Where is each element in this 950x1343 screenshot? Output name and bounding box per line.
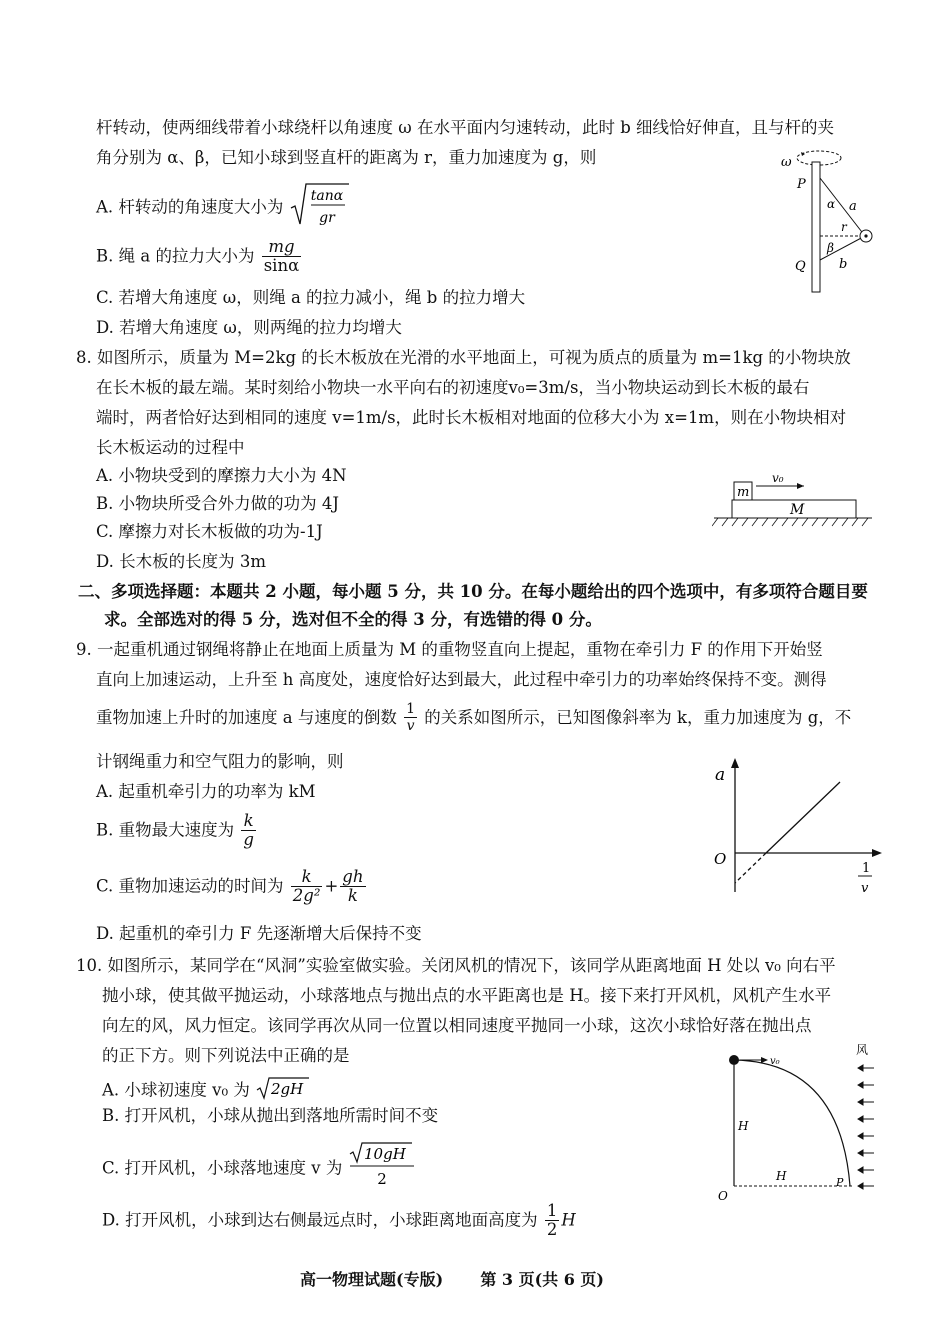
q7-b-numerator: mg — [262, 238, 302, 257]
y-axis-arrow-icon — [731, 758, 739, 768]
x-axis-label-numerator: 1 — [862, 861, 871, 876]
trajectory-curve — [734, 1060, 850, 1186]
q7-option-c: C. 若增大角速度 ω，则绳 a 的拉力减小，绳 b 的拉力增大 — [96, 288, 526, 307]
point-p-label: P — [797, 177, 806, 192]
horizontal-distance-label: H — [776, 1169, 787, 1183]
y-axis-label: a — [715, 765, 726, 785]
q7-option-b — [96, 238, 303, 276]
graph-line — [766, 782, 840, 853]
q10-c-radicand: 10gH — [363, 1145, 406, 1163]
sqrt-expression — [289, 182, 351, 234]
q10-option-d — [102, 1202, 576, 1240]
q10-d-numerator: 1 — [546, 1201, 558, 1220]
q10-option-c-label: C. 打开风机，小球落地速度 v 为 — [102, 1158, 343, 1178]
q9-option-c-label: C. 重物加速运动的时间为 — [96, 876, 284, 896]
q7-a-numerator: tanα — [310, 188, 343, 204]
q7-option-a — [96, 182, 351, 234]
fraction — [241, 812, 256, 850]
wind-arrows — [858, 1065, 874, 1189]
fraction — [545, 1202, 560, 1240]
q9-stem-line-3 — [96, 702, 851, 734]
origin-label: O — [718, 1189, 728, 1203]
q10-option-a — [102, 1076, 311, 1106]
x-axis-label-denominator: v — [861, 881, 869, 896]
q8-option-d: D. 长木板的长度为 3m — [96, 552, 267, 571]
origin-label: O — [714, 850, 727, 868]
alpha-label: α — [827, 197, 836, 211]
section2-heading-line-2: 求。全部选对的得 5 分，选对但不全的得 3 分，有选错的得 0 分。 — [104, 610, 602, 629]
q10-option-c — [102, 1142, 416, 1196]
fraction — [262, 238, 302, 276]
q10-option-d-label: D. 打开风机，小球到达右侧最远点时，小球距离地面高度为 — [102, 1210, 538, 1230]
q10-stem-line-4: 的正下方。则下列说法中正确的是 — [102, 1046, 350, 1065]
q7-option-a-label: A. 杆转动的角速度大小为 — [96, 197, 284, 217]
q10-stem-line-2: 抛小球，使其做平抛运动，小球落地点与抛出点的水平距离也是 H。接下来打开风机，风机产生水平 — [102, 986, 832, 1005]
q10-a-radicand: 2gH — [271, 1080, 304, 1098]
q9-c-numerator-1: k — [291, 868, 323, 887]
velocity-label: v₀ — [772, 471, 784, 485]
q9-c-denominator-2: k — [347, 886, 358, 906]
height-label: H — [738, 1119, 749, 1133]
landing-point-label: P — [836, 1176, 844, 1189]
q10-option-b: B. 打开风机，小球从抛出到落地所需时间不变 — [102, 1106, 439, 1125]
q8-option-b: B. 小物块所受合外力做的功为 4J — [96, 494, 339, 513]
wind-label: 风 — [856, 1043, 869, 1057]
q9-option-a: A. 起重机牵引力的功率为 kM — [96, 782, 316, 801]
q9-c-denominator-1: 2g² — [292, 886, 321, 906]
q7-stem-line-1: 杆转动，使两细线带着小球绕杆以角速度 ω 在水平面内匀速转动，此时 b 细线恰好伸直，且与杆的夹 — [96, 118, 834, 137]
q10-stem-line-1: 10. 如图所示，某同学在“风洞”实验室做实验。关闭风机的情况下，该同学从距离地面 H 处以 v₀ 向右平 — [76, 956, 836, 975]
point-q-label: Q — [795, 259, 806, 274]
vertical-rod — [812, 162, 820, 292]
radical-sign — [289, 182, 351, 228]
initial-velocity-label: v₀ — [770, 1056, 780, 1067]
sqrt-fraction-expression — [348, 1142, 416, 1196]
small-block-label: m — [737, 485, 750, 500]
x-axis-arrow-icon — [872, 849, 882, 857]
q9-c-numerator-2: gh — [342, 867, 364, 886]
q8-block-board-diagram — [712, 470, 882, 530]
q9-b-denominator: g — [243, 830, 254, 850]
fraction — [340, 868, 365, 906]
radical-fraction — [348, 1142, 416, 1190]
q8-stem-line-2: 在长木板的最左端。某时刻给小物块一水平向右的初速度v₀=3m/s，当小物块运动到长木板的最右 — [96, 378, 810, 397]
sqrt-expression — [255, 1076, 311, 1106]
footer-page-number: 第 3 页(共 6 页) — [480, 1270, 605, 1289]
fraction — [291, 868, 323, 906]
beta-label: β — [827, 241, 834, 255]
q7-stem-line-2: 角分别为 α、β，已知小球到竖直杆的距离为 r，重力加速度为 g，则 — [96, 148, 597, 167]
q8-stem-line-1: 8. 如图所示，质量为 M=2kg 的长木板放在光滑的水平地面上，可视为质点的质量为 m=1kg 的小物块放 — [76, 348, 851, 367]
r-label: r — [841, 220, 847, 234]
q7-rotating-rod-diagram — [775, 148, 885, 298]
q8-stem-line-3: 端时，两者恰好达到相同的速度 v=1m/s，此时长木板相对地面的位移大小为 x=1m，则在小物块相对 — [96, 408, 847, 427]
ground-hatching — [712, 518, 868, 526]
fraction — [404, 702, 417, 734]
q9-stem-line-2: 直向上加速运动，上升至 h 高度处，速度恰好达到最大，此过程中牵引力的功率始终保持不变。测得 — [96, 670, 827, 689]
arrow-head-icon — [761, 1057, 768, 1063]
q8-option-c: C. 摩擦力对长木板做的功为-1J — [96, 522, 323, 541]
q8-stem-line-4: 长木板运动的过程中 — [96, 438, 245, 457]
string-b-label: b — [839, 257, 848, 272]
graph-extension-dashed — [735, 853, 766, 883]
q9-stem-line-4: 计钢绳重力和空气阻力的影响，则 — [96, 752, 344, 771]
footer — [300, 1270, 604, 1290]
ball-center — [864, 234, 867, 237]
q9-reciprocal-numerator: 1 — [406, 701, 415, 717]
radical-sign — [255, 1076, 311, 1100]
q9-option-b — [96, 812, 258, 850]
q9-option-d: D. 起重机的牵引力 F 先逐渐增大后保持不变 — [96, 924, 422, 943]
q9-stem-line-3-a: 重物加速上升时的加速度 a 与速度的倒数 — [96, 707, 397, 727]
q10-stem-line-3: 向左的风，风力恒定。该同学再次从同一位置以相同速度平抛同一小球，这次小球恰好落在抛出点 — [102, 1016, 812, 1035]
omega-label: ω — [781, 155, 792, 170]
long-board-label: M — [790, 502, 805, 518]
q10-wind-tunnel-diagram — [712, 1040, 887, 1210]
q10-c-denominator: 2 — [376, 1170, 387, 1188]
q9-stem-line-1: 9. 一起重机通过钢绳将静止在地面上质量为 M 的重物竖直向上提起，重物在牵引力 F 的作用下开始竖 — [76, 640, 823, 659]
q10-d-suffix: H — [561, 1210, 576, 1230]
q9-stem-line-3-b: 的关系如图所示，已知图像斜率为 k，重力加速度为 g，不 — [424, 707, 852, 727]
q9-option-b-label: B. 重物最大速度为 — [96, 820, 235, 840]
q7-b-denominator: sinα — [263, 256, 300, 276]
plus-sign: + — [324, 876, 339, 896]
q10-option-a-label: A. 小球初速度 v₀ 为 — [102, 1080, 250, 1100]
section2-heading-line-1: 二、多项选择题：本题共 2 小题，每小题 5 分，共 10 分。在每小题给出的四个选项中，有多项符合题目要 — [78, 582, 868, 601]
arrow-head-icon — [797, 483, 804, 489]
q9-option-c — [96, 868, 368, 906]
q9-b-numerator: k — [241, 812, 256, 831]
q7-option-d: D. 若增大角速度 ω，则两绳的拉力均增大 — [96, 318, 402, 337]
q9-acceleration-graph — [700, 752, 890, 902]
string-a-label: a — [849, 199, 857, 214]
q8-option-a: A. 小物块受到的摩擦力大小为 4N — [96, 466, 347, 485]
q10-d-denominator: 2 — [546, 1220, 558, 1240]
q7-option-b-label: B. 绳 a 的拉力大小为 — [96, 246, 255, 266]
footer-title: 高一物理试题(专版) — [300, 1270, 444, 1289]
q9-reciprocal-denominator: v — [406, 718, 415, 735]
q7-a-denominator: gr — [318, 210, 335, 226]
